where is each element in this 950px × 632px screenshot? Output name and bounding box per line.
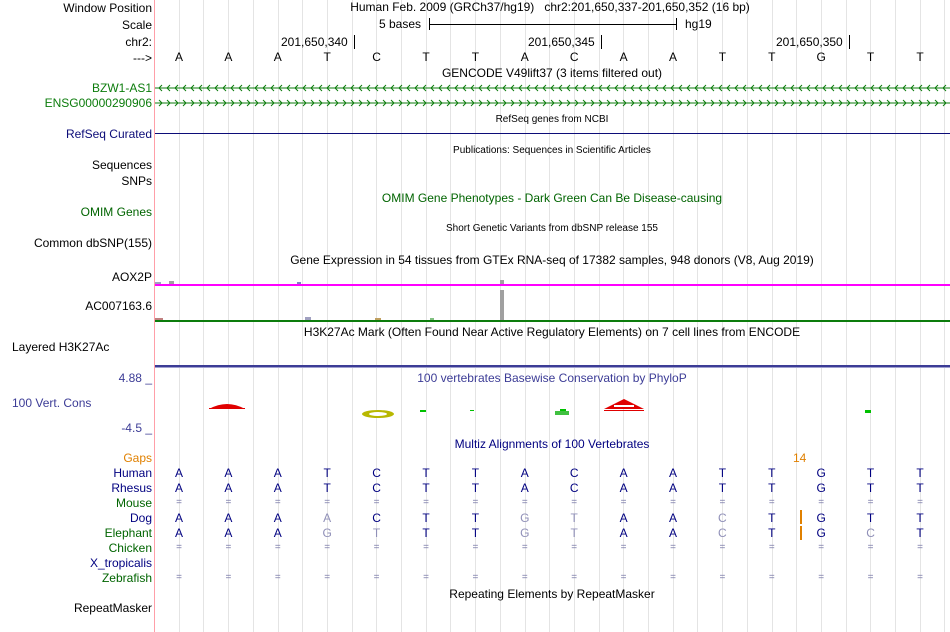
h3k27ac-label[interactable]: Layered H3K27Ac xyxy=(12,340,110,354)
alignment-base: = xyxy=(620,497,627,508)
reference-base: T xyxy=(916,50,924,64)
reference-base: A xyxy=(273,50,282,64)
alignment-base: = xyxy=(373,542,380,553)
alignment-base: = xyxy=(373,572,380,583)
dbsnp-track-title: Short Genetic Variants from dbSNP release 155 xyxy=(446,223,658,234)
alignment-base: = xyxy=(571,542,578,553)
reference-base: A xyxy=(668,50,677,64)
alignment-base: T xyxy=(471,466,480,480)
alignment-base: = xyxy=(225,572,232,583)
alignment-base: T xyxy=(570,526,578,540)
alignment-base: = xyxy=(274,572,281,583)
alignment-base: C xyxy=(372,466,381,480)
alignment-base: G xyxy=(816,526,826,540)
alignment-base: A xyxy=(520,466,529,480)
chrom-label: chr2: xyxy=(125,35,152,49)
reference-base: C xyxy=(569,50,579,64)
reference-base: T xyxy=(471,50,480,64)
phylop-max-label: 4.88 _ xyxy=(118,371,152,385)
label-separator xyxy=(154,0,155,632)
reference-base: T xyxy=(718,50,727,64)
alignment-base: C xyxy=(866,526,875,540)
alignment-base: A xyxy=(174,466,183,480)
alignment-base: A xyxy=(619,526,628,540)
repeatmasker-label[interactable]: RepeatMasker xyxy=(73,601,152,615)
alignment-base: = xyxy=(324,542,331,553)
reference-base: T xyxy=(768,50,776,64)
alignment-base: T xyxy=(718,481,727,495)
alignment-base: A xyxy=(174,481,183,495)
alignment-base: = xyxy=(818,542,825,553)
species-label[interactable]: Rhesus xyxy=(111,481,152,495)
position-range: chr2:201,650,337-201,650,352 (16 bp) xyxy=(544,0,750,14)
alignment-base: A xyxy=(224,466,233,480)
alignment-base: T xyxy=(866,481,875,495)
alignment-base: T xyxy=(866,466,875,480)
alignment-base: T xyxy=(916,511,924,525)
reference-base: A xyxy=(224,50,233,64)
alignment-base: = xyxy=(719,572,726,583)
alignment-base: = xyxy=(521,542,528,553)
alignment-base: = xyxy=(324,572,331,583)
alignment-base: = xyxy=(670,542,676,553)
publications-track-title: Publications: Sequences in Scientific Articles xyxy=(453,145,651,156)
alignment-base: A xyxy=(668,466,677,480)
alignment-base: = xyxy=(867,542,874,553)
alignment-base: = xyxy=(768,572,775,583)
refseq-track-title: RefSeq genes from NCBI xyxy=(495,114,609,125)
alignment-base: T xyxy=(768,526,776,540)
species-label[interactable]: Human xyxy=(113,466,152,480)
reference-base: A xyxy=(619,50,628,64)
alignment-base: A xyxy=(619,481,628,495)
reference-base: A xyxy=(520,50,529,64)
alignment-base: = xyxy=(176,542,182,553)
alignment-base: = xyxy=(274,497,281,508)
alignment-base: A xyxy=(273,466,282,480)
alignment-base: = xyxy=(423,542,429,553)
alignment-base: A xyxy=(668,526,677,540)
gtex-bars[interactable] xyxy=(155,276,950,324)
phylop-label[interactable]: 100 Vert. Cons xyxy=(12,396,92,410)
window-position-label: Window Position xyxy=(63,1,152,15)
phylop-min-label: -4.5 _ xyxy=(121,421,152,435)
alignment-base: A xyxy=(273,481,282,495)
alignment-base: A xyxy=(619,466,628,480)
alignment-base: G xyxy=(816,481,826,495)
h3k27ac-track-title: H3K27Ac Mark (Often Found Near Active Regulatory Elements) on 7 cell lines from ENCODE xyxy=(303,325,801,339)
refseq-label[interactable]: RefSeq Curated xyxy=(65,127,152,141)
alignment-base: T xyxy=(768,481,776,495)
alignment-base: = xyxy=(423,572,429,583)
gene-label-bzw1-as1[interactable]: BZW1-AS1 xyxy=(91,81,152,95)
scale-label: Scale xyxy=(121,18,152,32)
alignment-base: = xyxy=(521,572,528,583)
alignment-base: = xyxy=(225,542,232,553)
alignment-base: T xyxy=(422,526,430,540)
alignment-base: = xyxy=(768,542,775,553)
alignment-base: A xyxy=(668,481,677,495)
track-labels xyxy=(0,0,154,632)
species-label[interactable]: X_tropicalis xyxy=(89,556,152,570)
alignment-base: = xyxy=(867,572,874,583)
tick-mark-2 xyxy=(601,35,602,49)
alignment-base: T xyxy=(768,511,776,525)
alignment-base: T xyxy=(718,466,727,480)
gene-label-ensg[interactable]: ENSG00000290906 xyxy=(44,96,152,110)
multiz-track-title: Multiz Alignments of 100 Vertebrates xyxy=(454,437,650,451)
alignment-base: A xyxy=(668,511,677,525)
alignment-base: A xyxy=(174,526,183,540)
gencode-gene-lines[interactable] xyxy=(155,80,950,110)
alignment-base: = xyxy=(917,497,923,508)
alignment-base: T xyxy=(471,526,480,540)
alignment-base: T xyxy=(866,511,875,525)
alignment-base: A xyxy=(224,511,233,525)
alignment-base: A xyxy=(323,511,332,525)
alignment-base: A xyxy=(520,481,529,495)
alignment-base: = xyxy=(423,497,429,508)
alignment-base: = xyxy=(818,572,825,583)
species-label[interactable]: Dog xyxy=(129,511,152,525)
alignment-base: = xyxy=(521,497,528,508)
gap-count: 14 xyxy=(793,451,807,465)
snps-label[interactable]: SNPs xyxy=(121,174,152,188)
alignment-base: G xyxy=(816,511,826,525)
gaps-label: Gaps xyxy=(123,451,152,465)
refseq-gene-line[interactable] xyxy=(155,133,950,134)
alignment-base: A xyxy=(224,481,233,495)
tick-mark-1 xyxy=(354,35,355,49)
alignment-base: T xyxy=(570,511,578,525)
alignment-base: = xyxy=(620,542,627,553)
alignment-base: A xyxy=(273,526,282,540)
reference-base: C xyxy=(372,50,381,64)
dbsnp-label[interactable]: Common dbSNP(155) xyxy=(33,236,152,250)
alignment-base: A xyxy=(224,526,233,540)
alignment-base: T xyxy=(916,466,924,480)
alignment-base: C xyxy=(718,511,727,525)
reference-base: A xyxy=(174,50,183,64)
alignment-base: T xyxy=(916,481,924,495)
alignment-base: = xyxy=(867,497,874,508)
alignment-base: A xyxy=(619,511,628,525)
alignment-base: = xyxy=(670,572,676,583)
alignment-base: G xyxy=(520,526,530,540)
alignment-base: T xyxy=(422,466,430,480)
omim-track-title: OMIM Gene Phenotypes - Dark Green Can Be Disease-causing xyxy=(381,191,723,205)
alignment-base: = xyxy=(274,542,281,553)
alignment-base: = xyxy=(373,497,380,508)
assembly-name: Human Feb. 2009 (GRCh37/hg19) xyxy=(350,0,535,14)
species-label[interactable]: Elephant xyxy=(104,526,152,540)
species-label[interactable]: Chicken xyxy=(108,541,152,555)
reference-base: T xyxy=(422,50,430,64)
alignment-base: G xyxy=(816,466,826,480)
strand-label: ---> xyxy=(133,51,152,65)
alignment-base: C xyxy=(372,511,381,525)
alignment-base: = xyxy=(324,497,331,508)
alignment-base: = xyxy=(571,572,578,583)
gencode-track-title: GENCODE V49lift37 (3 items filtered out) xyxy=(441,66,663,80)
reference-base: T xyxy=(323,50,331,64)
tick-label-3: 201,650,350 xyxy=(776,35,843,49)
scale-db: hg19 xyxy=(685,17,712,31)
alignment-base: T xyxy=(422,481,430,495)
gap-marker-dog xyxy=(800,510,802,524)
phylop-logo[interactable] xyxy=(155,395,950,425)
assembly-position-title xyxy=(170,0,930,14)
alignment-base: = xyxy=(176,497,182,508)
alignment-base: T xyxy=(422,511,430,525)
alignment-base: T xyxy=(768,466,776,480)
reference-base: G xyxy=(816,50,826,64)
alignment-base: C xyxy=(569,481,579,495)
phylop-track-title: 100 vertebrates Basewise Conservation by PhyloP xyxy=(417,371,687,385)
alignment-base: G xyxy=(520,511,530,525)
alignment-base: = xyxy=(176,572,182,583)
sequences-label[interactable]: Sequences xyxy=(91,158,152,172)
alignment-base: = xyxy=(472,542,479,553)
scale-bar-right-tick xyxy=(676,18,677,30)
alignment-base: T xyxy=(471,511,480,525)
alignment-base: = xyxy=(472,572,479,583)
alignment-base: = xyxy=(225,497,232,508)
species-label[interactable]: Zebrafish xyxy=(101,571,152,585)
alignment-base: T xyxy=(471,481,480,495)
alignment-base: T xyxy=(372,526,381,540)
alignment-base: T xyxy=(323,481,331,495)
alignment-base: = xyxy=(917,542,923,553)
tick-label-2: 201,650,345 xyxy=(528,35,595,49)
track-area[interactable] xyxy=(155,0,950,632)
alignment-base: T xyxy=(916,526,924,540)
alignment-base: T xyxy=(323,466,331,480)
gtex-gene-label-ac007163[interactable]: AC007163.6 xyxy=(85,299,152,313)
tick-mark-3 xyxy=(849,35,850,49)
alignment-base: = xyxy=(620,572,627,583)
scale-bar xyxy=(429,24,677,25)
h3k27ac-signal-shadow xyxy=(155,367,950,368)
gtex-gene-label-aox2p[interactable]: AOX2P xyxy=(111,270,152,284)
tick-label-1: 201,650,340 xyxy=(281,35,348,49)
gtex-track-title: Gene Expression in 54 tissues from GTEx RNA-seq of 17382 samples, 948 donors (V8, Aug 2019) xyxy=(290,253,814,267)
alignment-base: = xyxy=(768,497,775,508)
alignment-base: G xyxy=(322,526,332,540)
scale-text: 5 bases xyxy=(379,17,422,31)
alignment-base: C xyxy=(718,526,727,540)
alignment-base: = xyxy=(472,497,479,508)
alignment-base: C xyxy=(569,466,579,480)
alignment-base: C xyxy=(372,481,381,495)
repeatmasker-track-title: Repeating Elements by RepeatMasker xyxy=(449,587,655,601)
gap-marker-elephant xyxy=(800,526,802,540)
species-label[interactable]: Mouse xyxy=(115,496,152,510)
alignment-base: = xyxy=(571,497,578,508)
alignment-base: A xyxy=(273,511,282,525)
omim-label[interactable]: OMIM Genes xyxy=(80,205,152,219)
alignment-base: = xyxy=(719,497,726,508)
alignment-base: A xyxy=(174,511,183,525)
alignment-base: = xyxy=(917,572,923,583)
alignment-base: = xyxy=(670,497,676,508)
alignment-base: = xyxy=(818,497,825,508)
alignment-base: = xyxy=(719,542,726,553)
reference-base: T xyxy=(866,50,875,64)
